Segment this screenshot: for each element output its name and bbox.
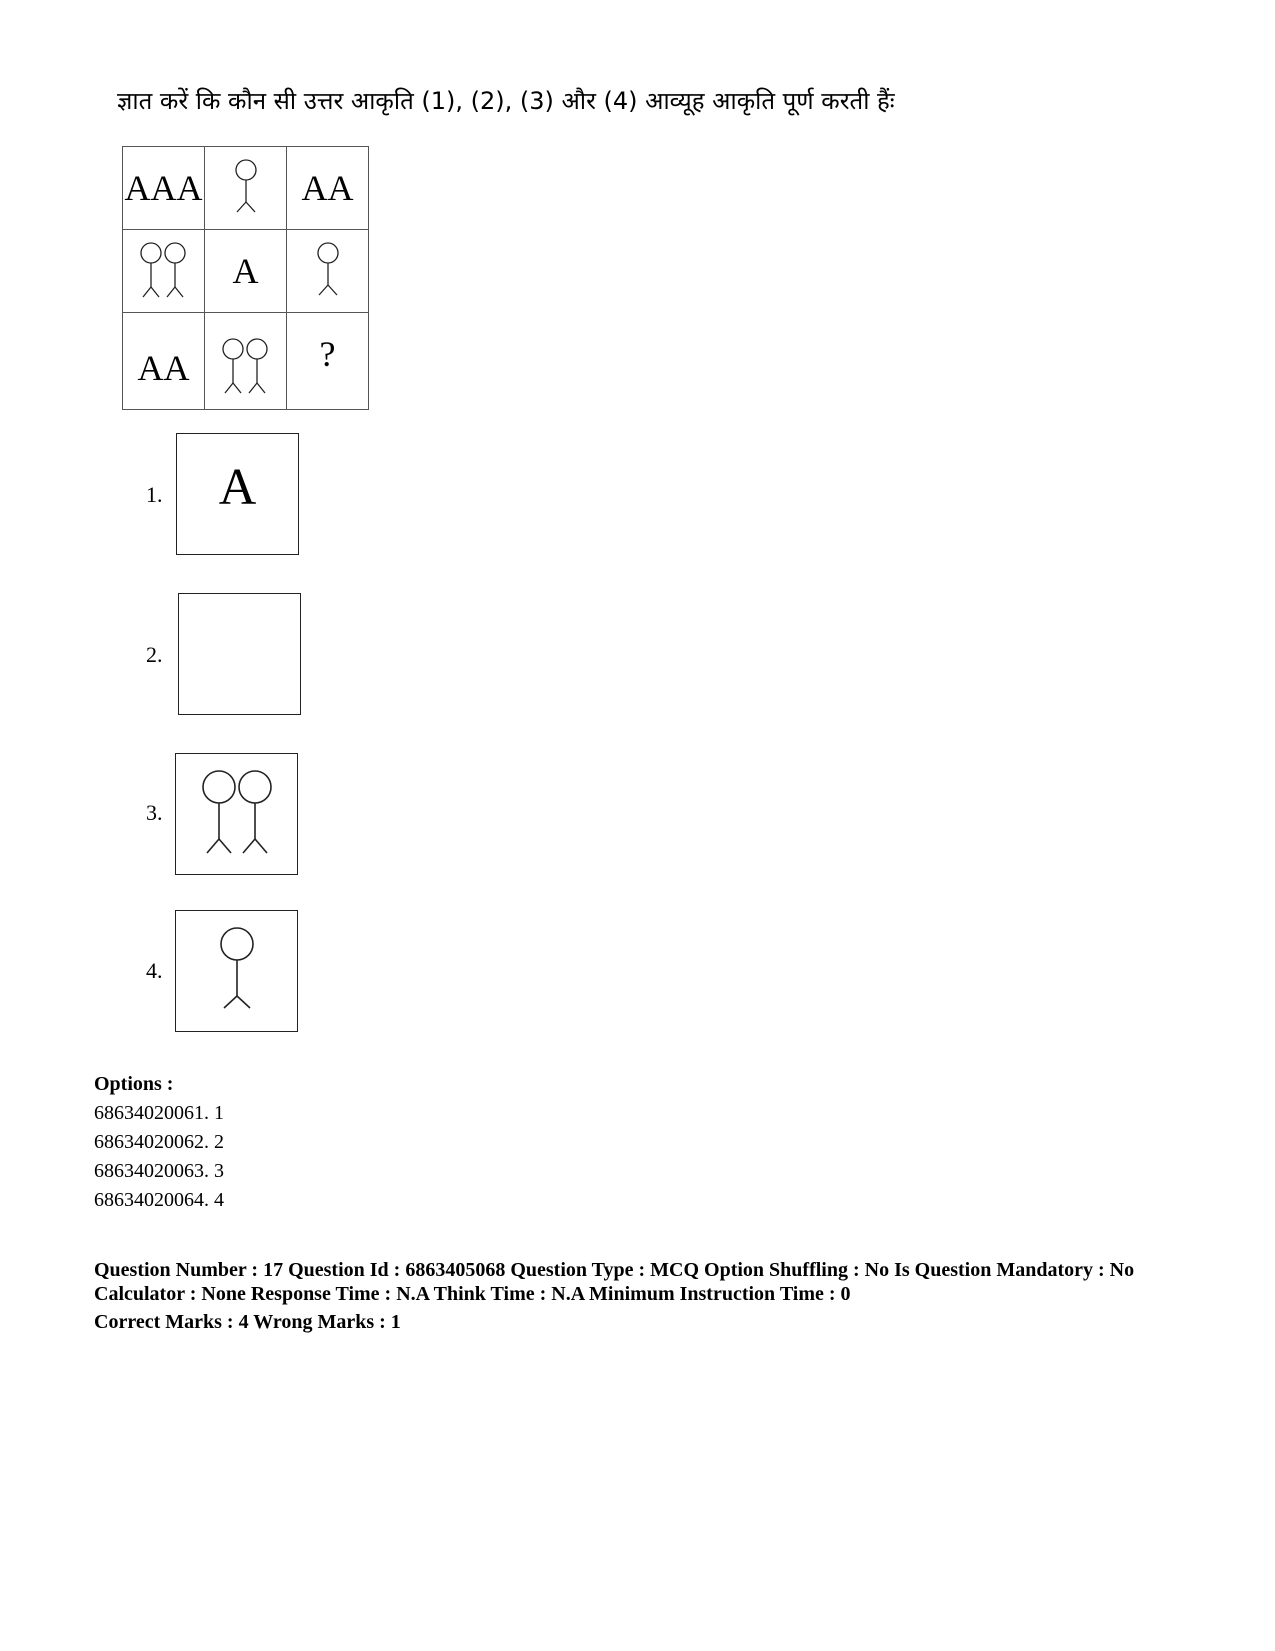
answer-figure-label: 1.	[146, 482, 163, 507]
answer-figure-1	[176, 433, 299, 555]
options-header: Options :	[94, 1073, 174, 1095]
question-meta	[94, 1258, 1214, 1334]
options-list	[94, 1070, 224, 1215]
matrix-cell-r2c2: A	[205, 230, 287, 313]
stick-figure-icon	[212, 926, 262, 1016]
matrix-cell-r3c1: AA	[123, 313, 205, 410]
matrix-cell-r1c3: AA	[287, 147, 369, 230]
answer-figure-label: 4.	[146, 958, 163, 983]
answer-figure-3	[175, 753, 298, 875]
two-stick-figures-icon	[134, 241, 194, 301]
answer-figure-label: 2.	[146, 642, 163, 667]
matrix-cell-r1c2	[205, 147, 287, 230]
option-item: 68634020062. 2	[94, 1131, 224, 1153]
matrix-cell-r2c3	[287, 230, 369, 313]
option-item: 68634020061. 1	[94, 1102, 224, 1124]
answer-figure-2	[178, 593, 301, 715]
answer-figure-1-letter: A	[218, 458, 257, 516]
answer-figure-label: 3.	[146, 800, 163, 825]
figure-matrix	[122, 146, 369, 410]
stick-figure-icon	[226, 158, 266, 218]
matrix-cell-r2c1	[123, 230, 205, 313]
stick-figure-icon	[308, 241, 348, 301]
marks-line: Correct Marks : 4 Wrong Marks : 1	[94, 1311, 401, 1333]
option-item: 68634020064. 4	[94, 1189, 224, 1211]
question-text: ज्ञात करें कि कौन सी उत्तर आकृति (1), (2), (3) और (4) आव्यूह आकृति पूर्ण करती हैंः	[117, 87, 895, 115]
two-stick-figures-icon	[216, 337, 276, 397]
option-item: 68634020063. 3	[94, 1160, 224, 1182]
matrix-cell-r3c2	[205, 313, 287, 410]
answer-figure-4	[175, 910, 298, 1032]
two-stick-figures-icon	[197, 769, 277, 859]
matrix-cell-r3c3: ?	[287, 313, 369, 410]
question-meta-line: Question Number : 17 Question Id : 6863405068 Question Type : MCQ Option Shuffling : No Is Question Mandatory : No Calculator : None Response Time : N.A Think Time : N.A Minimum Instruction Time : 0	[94, 1259, 1135, 1305]
matrix-cell-r1c1: AAA	[123, 147, 205, 230]
